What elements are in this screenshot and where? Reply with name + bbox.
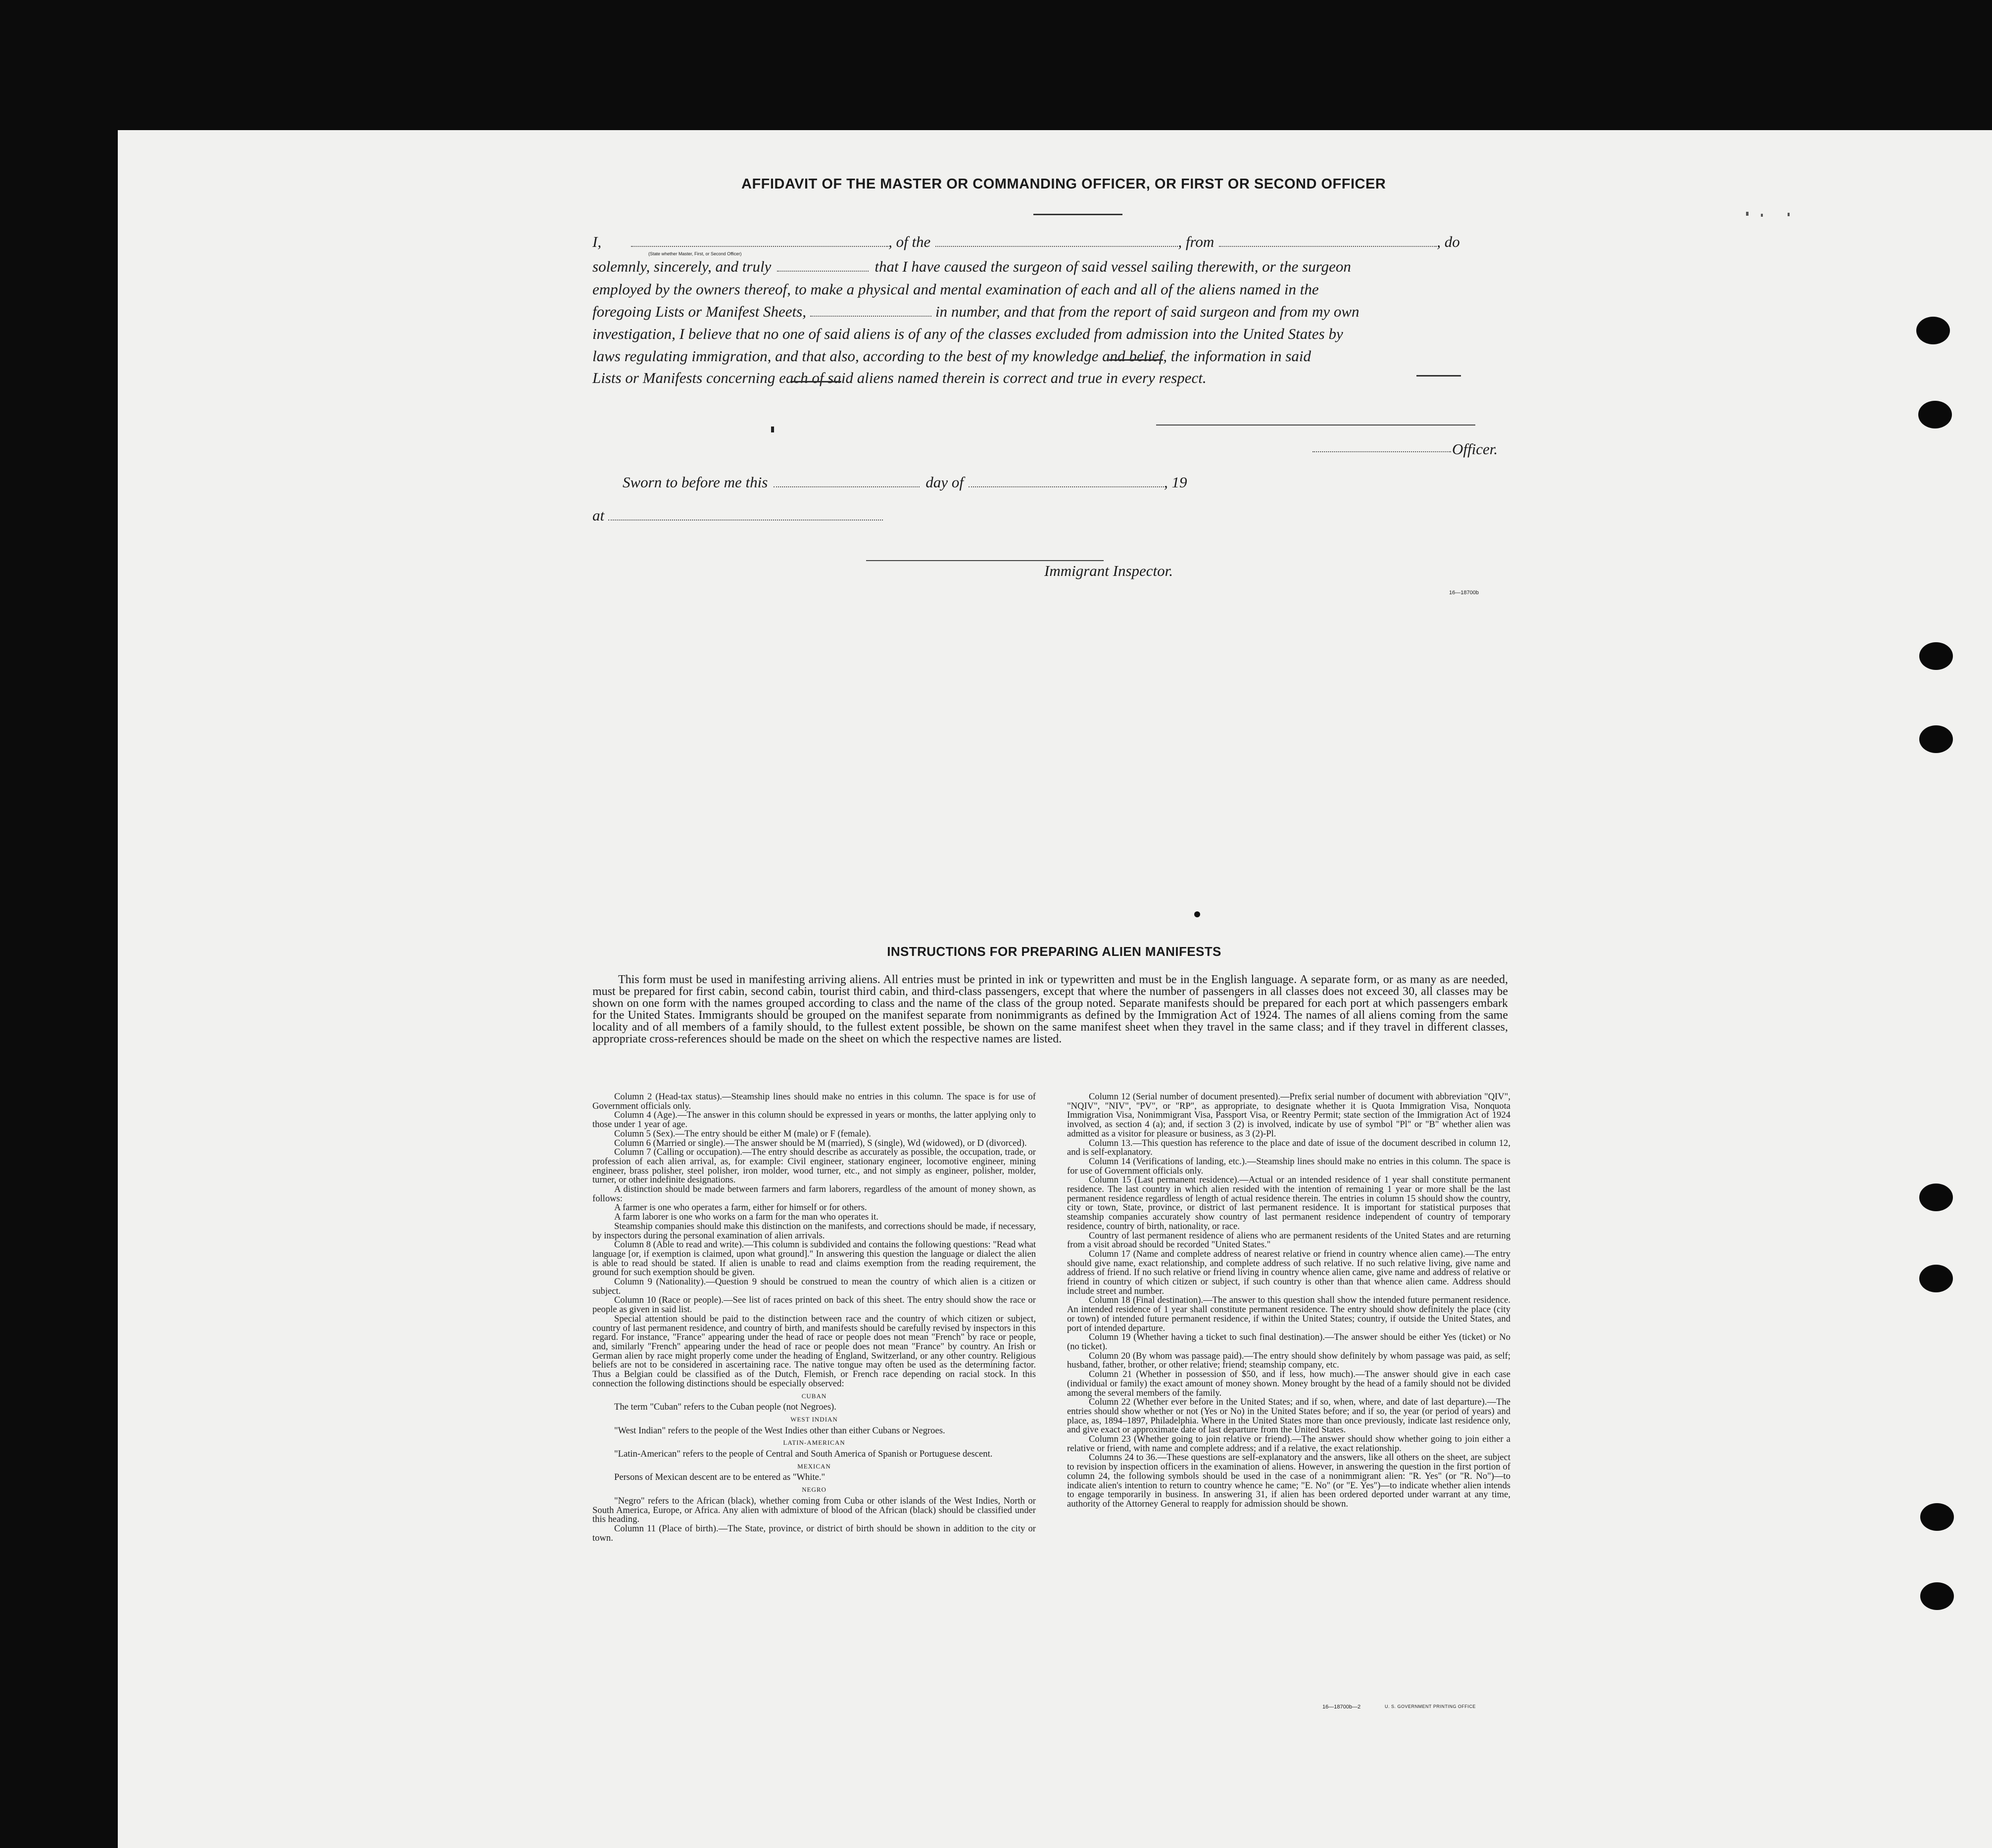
instructions-title: INSTRUCTIONS FOR PREPARING ALIEN MANIFESTS — [887, 944, 1221, 959]
affidavit-line-6: laws regulating immigration, and that also, according to the best of my knowledge and belief, the information in said — [592, 347, 1312, 365]
instruction-paragraph: Column 8 (Able to read and write).—This column is subdivided and contains the following questions: "Read what language [or, if exemption is claimed, upon what ground]." In answering this question the language or dialect the alien is able to read should be stated. If alien is unable to read and claims exemption from the reading requirement, the ground for such exemption should be given. — [592, 1239, 1036, 1278]
instruction-paragraph: Column 11 (Place of birth).—The State, province, or district of birth should be shown in addition to the city or town. — [592, 1523, 1036, 1543]
affidavit-text: at — [592, 506, 605, 524]
instruction-paragraph: Column 5 (Sex).—The entry should be either M (male) or F (female). — [614, 1128, 871, 1139]
officer-title-field[interactable] — [1312, 444, 1451, 452]
title-rule — [1033, 214, 1122, 215]
instruction-paragraph: Column 6 (Married or single).—The answer should be M (married), S (single), Wd (widowed), or D (divorced). — [614, 1137, 1027, 1148]
affidavit-line-4 — [592, 300, 1508, 323]
instruction-paragraph: A farm laborer is one who works on a farm for the man who operates it. — [614, 1212, 878, 1223]
ink-speck — [1761, 214, 1763, 217]
sworn-label — [623, 473, 1187, 491]
punch-hole — [1919, 725, 1953, 753]
instruction-paragraph: A farmer is one who operates a farm, either for himself or for others. — [614, 1202, 867, 1213]
affidavit-line-1 — [592, 231, 1508, 253]
race-heading: CUBAN — [801, 1392, 827, 1400]
strikethrough-mark — [792, 381, 841, 382]
form-number: 16—18700b — [1449, 590, 1479, 596]
strikethrough-mark — [1416, 375, 1461, 377]
affidavit-line-3: employed by the owners thereof, to make a physical and mental examination of each and all of the aliens named in the — [592, 281, 1319, 298]
inspector-signature-line[interactable] — [866, 560, 1104, 561]
officer-label: Officer. — [1452, 440, 1498, 458]
instruction-paragraph: Steamship companies should make this distinction on the manifests, and corrections should be made, if necessary, by inspectors during the personal examination of alien arrivals. — [592, 1221, 1036, 1241]
affidavit-text: , of the — [888, 233, 931, 250]
race-definition: The term "Cuban" refers to the Cuban people (not Negroes). — [614, 1402, 836, 1413]
race-heading: WEST INDIAN — [790, 1415, 838, 1423]
sworn-month-field[interactable] — [969, 473, 1164, 487]
rank-field[interactable] — [631, 232, 888, 247]
instruction-paragraph: Column 15 (Last permanent residence).—Actual or an intended residence of 1 year shall constitute permanent residence. The last country in which alien resided with the intention of remaining 1 year or more shall be the last permanent residence regardless of length of actual residence therein. The entries in column 15 should show the country, city or town, State, province, or district of last permanent residence. It is important for statistical purposes that steamship companies accurately show country of last permanent residence independent of country of temporary residence, country of birth, nationality, or race. — [1067, 1175, 1510, 1232]
instruction-paragraph: Column 22 (Whether ever before in the United States; and if so, when, where, and date of last departure).—The entries should show whether or not (Yes or No) in the United States before; and if so, the year (or period of years) and place, as, 1894–1897, Philadelphia. Where in the United States more than once previously, indicate last residence only, and give exact or approximate date of last departure from the United States. — [1067, 1397, 1510, 1435]
oath-field[interactable] — [777, 257, 869, 272]
affidavit-line-2 — [592, 255, 1508, 278]
sworn-place — [592, 506, 883, 524]
affidavit-text: Sworn to before me this — [623, 473, 768, 491]
affidavit-text: in number, and that from the report of said surgeon and from my own — [935, 303, 1360, 320]
ink-speck — [1788, 213, 1790, 216]
instruction-paragraph: Column 20 (By whom was passage paid).—The entry should show definitely by whom passage was paid, as self; husband, father, brother, or other relative; friend; steamship company, etc. — [1067, 1350, 1510, 1371]
strikethrough-mark — [1109, 359, 1163, 361]
footer-form-number: 16—18700b—2 — [1322, 1704, 1361, 1710]
affidavit-line-7: Lists or Manifests concerning each of said aliens named therein is correct and true in every respect. — [592, 369, 1207, 386]
affidavit-text: , do — [1437, 233, 1460, 250]
instructions-right-column — [1067, 1092, 1510, 1509]
footer-printer: U. S. GOVERNMENT PRINTING OFFICE — [1385, 1704, 1476, 1709]
affidavit-title: AFFIDAVIT OF THE MASTER OR COMMANDING OFFICER, OR FIRST OR SECOND OFFICER — [741, 176, 1386, 192]
affidavit-text: solemnly, sincerely, and truly — [592, 258, 772, 275]
signature-line[interactable] — [1156, 425, 1475, 426]
inspector-label: Immigrant Inspector. — [1044, 562, 1173, 579]
instruction-paragraph: Column 7 (Calling or occupation).—The entry should describe as accurately as possible, the occupation, trade, or profession of each alien arrival, as, for example: Civil engineer, stationary engineer, locomotive engineer, mining engineer, brass polisher, steel polisher, iron molder, wood turner, etc., and not simply as engineer, polisher, molder, turner, or other indefinite designations. — [592, 1147, 1036, 1185]
ink-speck — [771, 426, 774, 432]
affidavit-text: day of — [925, 473, 964, 491]
punch-hole — [1919, 642, 1953, 670]
sheet-count-field[interactable] — [810, 302, 931, 317]
ink-speck — [1746, 212, 1749, 216]
instruction-paragraph: Column 13.—This question has reference to the place and date of issue of the document described in column 12, and is self-explanatory. — [1067, 1137, 1510, 1158]
instruction-paragraph: Column 12 (Serial number of document presented).—Prefix serial number of document with abbreviation "QIV", "NQIV", "NIV", "PV", or "RP", as appropriate, to designate whether it is Quota Immigration Visa, Nonquota Immigration Visa, Nonimmigrant Visa, Passport Visa, or Reentry Permit; state section of the Immigration Act of 1924 involved, as section 4 (a); and, if section 3 (2) is involved, indicate by use of symbol "Pl" or "B" whether alien was admitted as a visitor for pleasure or business, as 3 (2)-Pl. — [1067, 1091, 1510, 1139]
punch-hole — [1919, 1184, 1953, 1211]
instruction-paragraph: Country of last permanent residence of aliens who are permanent residents of the United States and are returning from a visit abroad should be recorded "United States." — [1067, 1230, 1510, 1250]
intro-paragraph: This form must be used in manifesting arriving aliens. All entries must be printed in ink or typewritten and must be in the English language. A separate form, or as many as are needed, must be prepared for first cabin, second cabin, tourist third cabin, and third-class passengers, except that where the number of passengers in all classes does not exceed 30, all classes may be shown on one form with the names grouped according to class and the name of the class of the group noted. Separate manifests should be prepared for each port at which passengers embark for the United States. Immigrants should be grouped on the manifest separate from nonimmigrants as defined by the Immigration Act of 1924. The names of all aliens coming from the same locality and of all members of a family should, to the fullest extent possible, be shown on the same manifest sheet when they travel in the same class; and if they travel in different classes, appropriate cross-references should be made on the sheet on which the respective names are listed. — [592, 973, 1508, 1045]
instruction-paragraph: Column 2 (Head-tax status).—Steamship lines should make no entries in this column. The space is for use of Government officials only. — [592, 1091, 1036, 1111]
instruction-paragraph: Special attention should be paid to the distinction between race and the country of which citizen or subject, country of last permanent residence, and country of birth, and manifests should be carefully revised by inspectors in this regard. For instance, "France" appearing under the head of race or people does not mean "French" by race or people, and, similarly "French" appearing under the head of race or people does not mean "France" by country. An Irish or German alien by race might properly come under the heading of England, Switzerland, or any other country. Religious beliefs are not to be considered in ascertaining race. The native tongue may often be used as the determining factor. Thus a Belgian could be classified as of the Dutch, Flemish, or French race depending on racial stock. In this connection the following distinctions should be especially observed: — [592, 1313, 1036, 1389]
vessel-field[interactable] — [935, 232, 1178, 247]
punch-hole — [1916, 317, 1950, 344]
from-port-field[interactable] — [1219, 232, 1437, 247]
instructions-left-column — [592, 1092, 1036, 1543]
instruction-paragraph: Column 10 (Race or people).—See list of races printed on back of this sheet. The entry should show the race or people as given in said list. — [592, 1295, 1036, 1315]
instruction-paragraph: Columns 24 to 36.—These questions are self-explanatory and the answers, like all others on the sheet, are subject to revision by inspection officers in the examination of aliens. However, in answering the question in the first portion of column 24, the following symbols should be used in the case of a nonimmigrant alien: "R. Yes" (or "R. No")—to indicate alien's intention to return to country whence he came; "E. No" (or "E. Yes")—to indicate whether alien intends to engage temporarily in business. In answering 31, if alien has been ordered deported under warrant at any time, authority of the Attorney General to reapply for admission should be shown. — [1067, 1452, 1510, 1509]
instruction-paragraph: Column 17 (Name and complete address of nearest relative or friend in country whence alien came).—The entry should give name, exact relationship, and complete address of such relative. If no such relative living, give name and address of friend. If no such relative or friend living in country whence alien came, give name and address of relative or friend in country of which citizen or subject, if such country is other than that whence alien came. Address should include street and number. — [1067, 1248, 1510, 1296]
instruction-paragraph: Column 19 (Whether having a ticket to such final destination).—The answer should be either Yes (ticket) or No (no ticket). — [1067, 1332, 1510, 1352]
race-definition: "Negro" refers to the African (black), whether coming from Cuba or other islands of the West Indies, North or South America, Europe, or Africa. Any alien with admixture of blood of the African (black) should be classified under this heading. — [592, 1495, 1036, 1525]
affidavit-text: that I have caused the surgeon of said vessel sailing therewith, or the surgeon — [875, 258, 1351, 275]
instruction-paragraph: Column 4 (Age).—The answer in this column should be expressed in years or months, the latter applying only to those under 1 year of age. — [592, 1110, 1036, 1130]
instruction-paragraph: Column 21 (Whether in possession of $50, and if less, how much).—The answer should give in each case (individual or family) the exact amount of money shown. Money brought by the head of a family should not be divided among the several members of the family. — [1067, 1369, 1510, 1398]
punch-hole — [1918, 401, 1952, 428]
affidavit-text: , from — [1178, 233, 1215, 250]
instruction-paragraph: Column 9 (Nationality).—Question 9 should be construed to mean the country of which alien is a citizen or subject. — [592, 1277, 1036, 1296]
punch-hole — [1920, 1503, 1954, 1531]
instruction-paragraph: Column 14 (Verifications of landing, etc.).—Steamship lines should make no entries in this column. The space is for use of Government officials only. — [1067, 1156, 1510, 1176]
race-definition: "Latin-American" refers to the people of Central and South America of Spanish or Portuguese descent. — [614, 1449, 993, 1460]
punch-hole — [1919, 1265, 1953, 1292]
affidavit-text: foregoing Lists or Manifest Sheets, — [592, 303, 806, 320]
affidavit-line-5: investigation, I believe that no one of said aliens is of any of the classes excluded from admission into the United States by — [592, 325, 1343, 342]
race-definition: Persons of Mexican descent are to be entered as "White." — [614, 1472, 826, 1483]
affidavit-text: I, — [592, 233, 602, 250]
instruction-paragraph: Column 18 (Final destination).—The answer to this question shall show the intended future permanent residence. An intended residence of 1 year shall constitute permanent residence. The entry should show definitely the place (city or town) of intended future permanent residence, if within the United States; country, if outside the United States, and port of intended departure. — [1067, 1295, 1510, 1333]
instruction-paragraph: A distinction should be made between farmers and farm laborers, regardless of the amount of money shown, as follows: — [592, 1184, 1036, 1204]
sworn-place-field[interactable] — [608, 506, 883, 521]
race-heading: NEGRO — [802, 1486, 826, 1494]
instructions-intro — [592, 974, 1508, 1045]
affidavit-text: , 19 — [1164, 473, 1187, 491]
rank-note: (State whether Master, First, or Second Officer) — [648, 251, 742, 256]
race-definition: "West Indian" refers to the people of the West Indies other than either Cubans or Negroes. — [614, 1425, 945, 1436]
ink-dot — [1194, 911, 1200, 917]
race-heading: MEXICAN — [797, 1462, 831, 1470]
instruction-paragraph: Column 23 (Whether going to join relative or friend).—The answer should show whether going to join either a relative or friend, with name and complete address; and if a relative, the exact relationship. — [1067, 1434, 1510, 1454]
sworn-day-field[interactable] — [774, 473, 920, 487]
race-heading: LATIN-AMERICAN — [783, 1439, 845, 1447]
punch-hole — [1920, 1582, 1954, 1610]
